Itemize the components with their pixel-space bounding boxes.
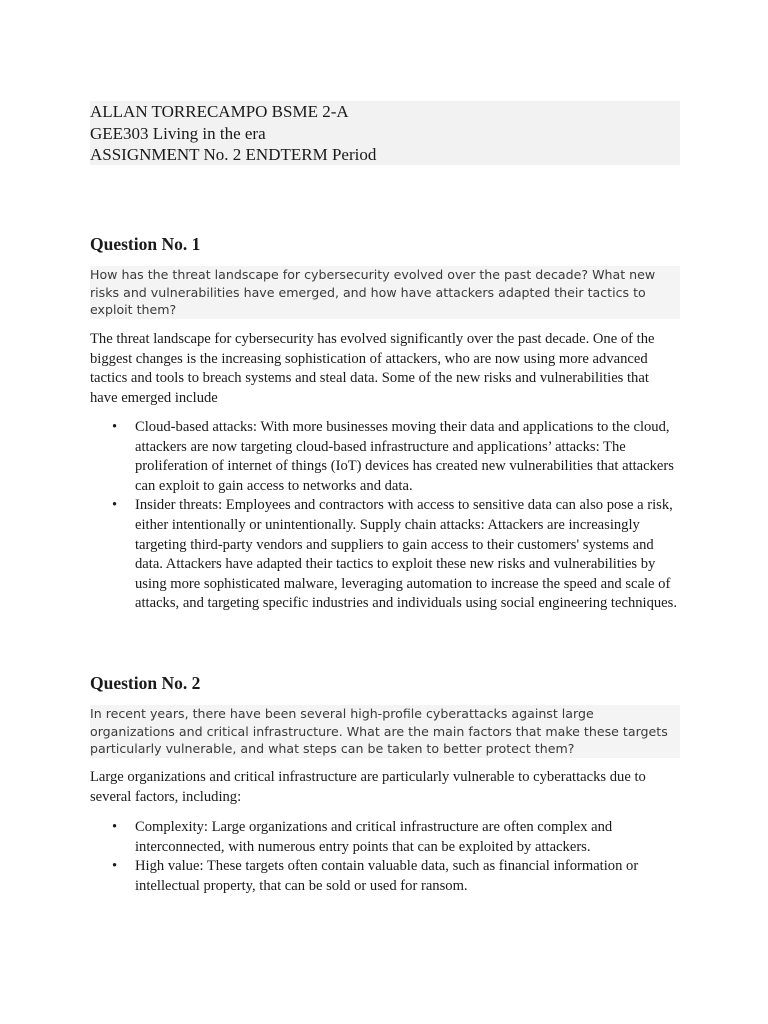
bullet-icon: • bbox=[112, 858, 118, 875]
question-1-bullet-list bbox=[90, 418, 680, 614]
bullet-icon: • bbox=[112, 497, 118, 514]
question-2-answer: Large organizations and critical infrastructure are particularly vulnerable to cyberattacks due to several factors, including: bbox=[90, 769, 646, 805]
question-2-bullet-list bbox=[90, 818, 680, 896]
list-item bbox=[90, 496, 680, 614]
list-item bbox=[90, 818, 680, 857]
question-1-prompt: How has the threat landscape for cybersecurity evolved over the past decade? What new risks and vulnerabilities have emerged, and how have attackers adapted their tactics to exploit them? bbox=[90, 266, 680, 319]
header-author-line: ALLAN TORRECAMPO BSME 2-A bbox=[90, 102, 349, 121]
bullet-text: Cloud-based attacks: With more businesses moving their data and applications to the cloud, attackers are now targeting cloud-based infrastructure and applications’ attacks: The proliferation of internet of things (IoT) devices has created new vulnerabilities that attackers can exploit to gain access to networks and data. bbox=[135, 419, 674, 494]
question-2-prompt: In recent years, there have been several high-profile cyberattacks against large organizations and critical infrastructure. What are the main factors that make these targets particularly vulnerable, and what steps can be taken to better protect them? bbox=[90, 705, 680, 758]
header-assignment-line: ASSIGNMENT No. 2 ENDTERM Period bbox=[90, 145, 377, 164]
question-1-title: Question No. 1 bbox=[90, 234, 201, 254]
question-1-answer: The threat landscape for cybersecurity has evolved significantly over the past decade. One of the biggest changes is the increasing sophistication of attackers, who are now using more advanced tactics and tools to breach systems and steal data. Some of the new risks and vulnerabilities that have emerged include bbox=[90, 331, 655, 406]
bullet-icon: • bbox=[112, 819, 118, 835]
header-course-line: GEE303 Living in the era bbox=[90, 123, 266, 143]
document-header bbox=[90, 101, 680, 165]
list-item bbox=[90, 418, 680, 496]
list-item bbox=[90, 857, 680, 896]
bullet-text: Complexity: Large organizations and critical infrastructure are often complex and interconnected, with numerous entry points that can be exploited by attackers. bbox=[135, 819, 613, 855]
bullet-icon: • bbox=[112, 419, 118, 435]
bullet-text: High value: These targets often contain valuable data, such as financial information or intellectual property, that can be sold or used for ransom. bbox=[135, 858, 639, 894]
bullet-text: Insider threats: Employees and contractors with access to sensitive data can also pose a risk, either intentionally or unintentionally. Supply chain attacks: Attackers are increasingly targeting third-party vendors and suppliers to gain access to their customers' systems and data. Attackers have adapted their tactics to exploit these new risks and vulnerabilities by using more sophisticated malware, leveraging automation to increase the speed and scale of attacks, and targeting specific industries and individuals using social engineering techniques. bbox=[135, 497, 677, 612]
question-2-title: Question No. 2 bbox=[90, 673, 201, 693]
